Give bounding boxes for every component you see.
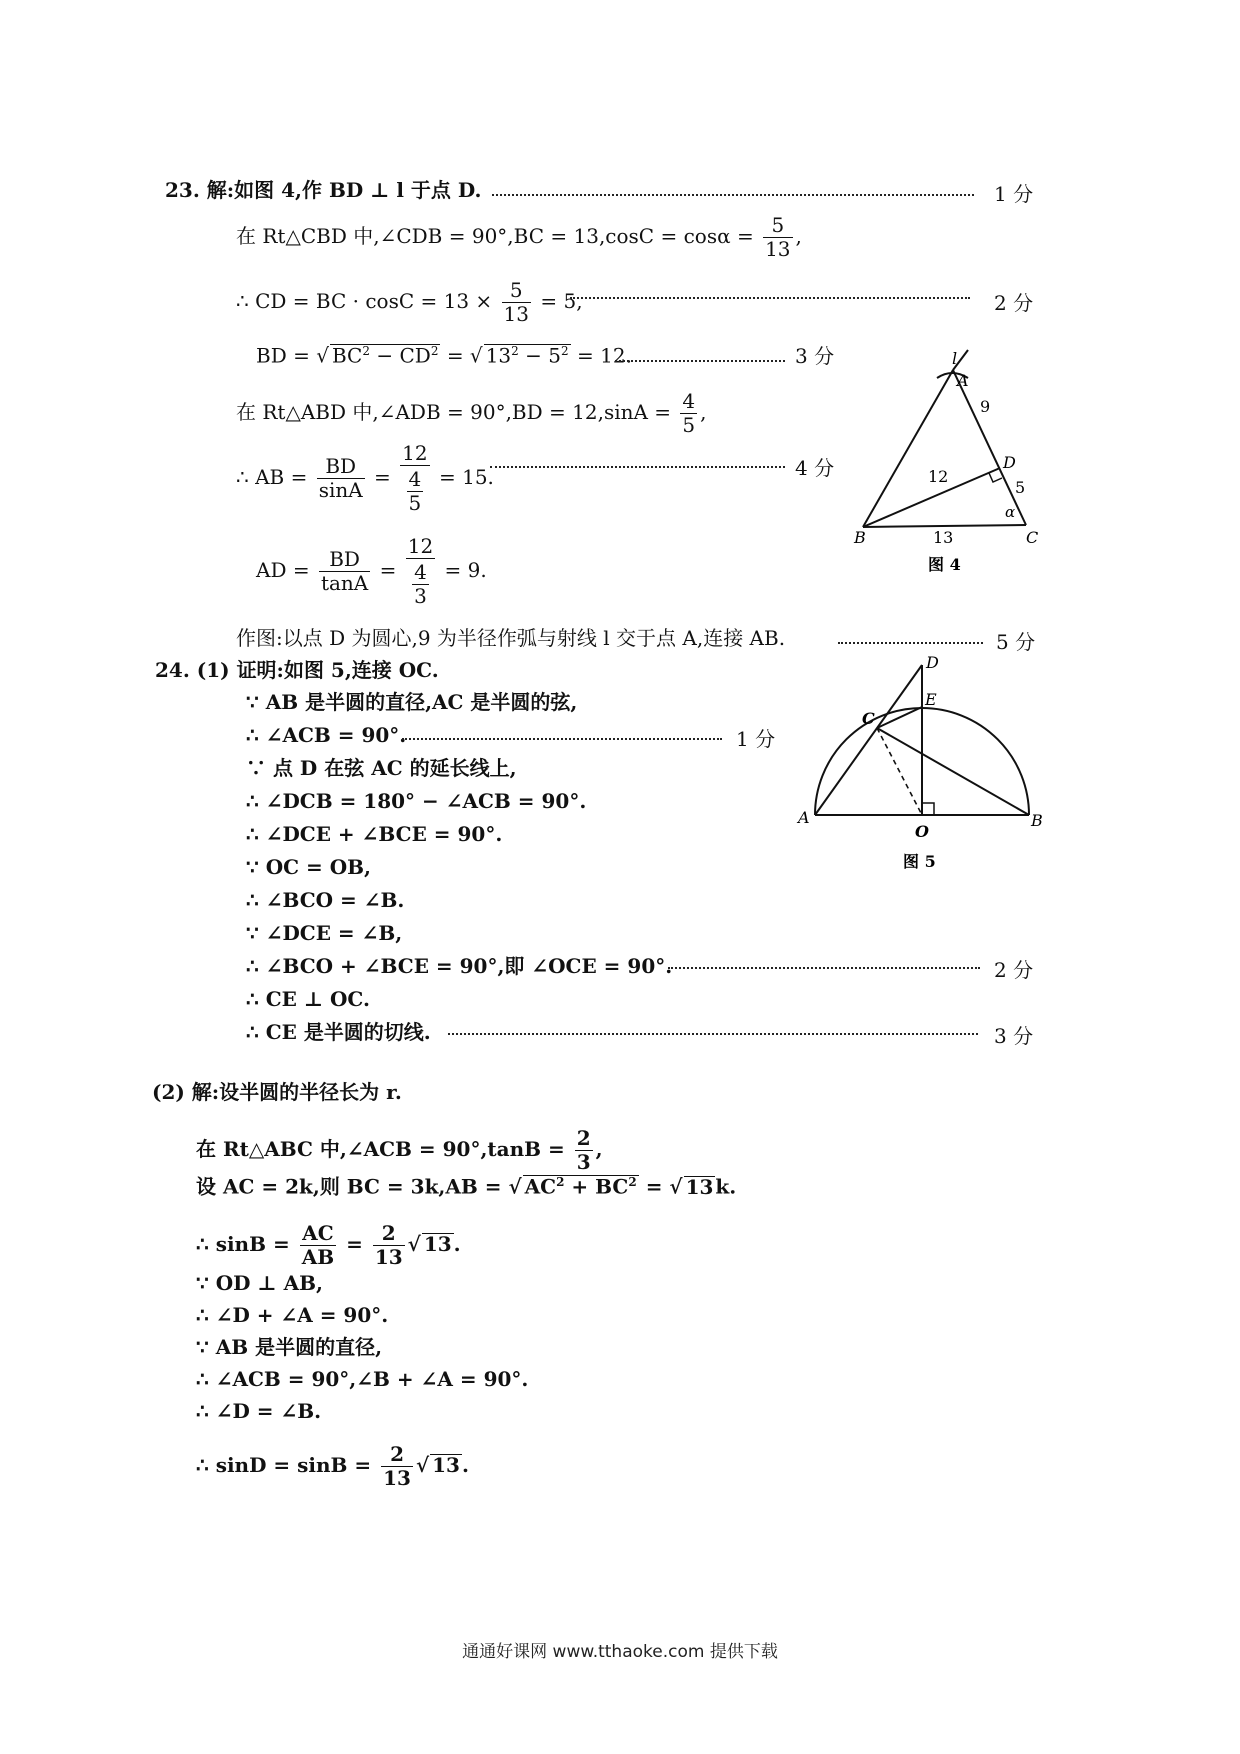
- score-label: 3 分: [795, 344, 835, 368]
- q24-proof-line: ∴ ∠BCO + ∠BCE = 90°,即 ∠OCE = 90°.: [246, 954, 673, 978]
- right-angle-mark: [989, 473, 1002, 482]
- text: 在 Rt△CBD 中,∠CDB = 90°,BC = 13,cosC = cosα =: [236, 224, 754, 248]
- q24-proof-line: ∴ CE 是半圆的切线.: [246, 1020, 431, 1044]
- score-label: 1 分: [994, 182, 1034, 206]
- q23-line-bd: BD = √ $BC^2 - CD^2$ = √ $13^2 - 5^2 = 12$.: [256, 343, 632, 368]
- q24-part2-line: ∴ sinB = $\frac{AC}{AB}$ = $\frac{2}{13}$ √ 13 .: [196, 1221, 461, 1269]
- q24-proof-line: ∵ OC = OB,: [246, 855, 371, 879]
- q24-part2-heading: (2) 解:设半圆的半径长为 r.: [152, 1080, 402, 1104]
- label-e: E: [925, 690, 937, 709]
- q24-part2-line: ∵ OD ⊥ AB,: [196, 1271, 323, 1295]
- label-b: B: [854, 528, 866, 547]
- leader-dots: [490, 466, 785, 468]
- q24-proof-line: ∵ 点 D 在弦 AC 的延长线上,: [246, 756, 517, 780]
- score-label: 1 分: [736, 727, 776, 751]
- score-label: 4 分: [795, 456, 835, 480]
- label-13: 13: [933, 528, 954, 547]
- segment-ad: [815, 665, 922, 815]
- figure-caption: 图 5: [903, 852, 936, 871]
- fraction: $\frac{5}{13}$: [503, 278, 529, 326]
- fraction: $\frac{2}{13}$: [383, 1442, 411, 1490]
- label-b: B: [1031, 811, 1043, 830]
- q24-proof-line: ∴ ∠BCO = ∠B.: [246, 888, 405, 912]
- q24-part2-line: 在 Rt△ABC 中,∠ACB = 90°,tanB = $\frac{2}{3}$ ,: [196, 1126, 603, 1174]
- q24-proof-line: ∵ AB 是半圆的直径,AC 是半圆的弦,: [246, 690, 578, 714]
- q23-heading: 23. 解:如图 4,作 BD ⊥ l 于点 D.: [165, 178, 482, 202]
- figure-5: [795, 650, 1055, 880]
- leader-dots: [838, 642, 983, 644]
- leader-dots: [570, 297, 970, 299]
- label-c: C: [1026, 528, 1039, 547]
- q23-line-ad: AD = $\frac{BD}{\tan A}$ = $\frac{12}{\frac{4}{3}}$ = 9.: [256, 534, 487, 608]
- fraction: $\frac{BD}{\sin A}$: [318, 454, 363, 502]
- figure-4: [840, 340, 1060, 580]
- leader-dots: [402, 738, 722, 740]
- q23-line-ab: ∴ AB = $\frac{BD}{\sin A}$ = $\frac{12}{\frac{4}{5}}$ = 15.: [236, 441, 494, 515]
- label-9: 9: [980, 397, 991, 416]
- fraction: $\frac{AC}{AB}$: [301, 1221, 335, 1269]
- q23-construction: 作图:以点 D 为圆心,9 为半径作弧与射线 l 交于点 A,连接 AB.: [236, 626, 786, 650]
- label-12: 12: [928, 467, 949, 486]
- label-c: C: [862, 709, 875, 728]
- q24-proof-line: ∴ ∠DCB = 180° − ∠ACB = 90°.: [246, 789, 587, 813]
- q24-part2-line: ∵ AB 是半圆的直径,: [196, 1335, 383, 1359]
- fraction: $\frac{BD}{\tan A}$: [320, 547, 369, 595]
- label-d: D: [1003, 453, 1016, 472]
- q24-proof-line: ∴ CE ⊥ OC.: [246, 987, 370, 1011]
- score-label: 2 分: [994, 958, 1034, 982]
- score-label: 3 分: [994, 1024, 1034, 1048]
- label-alpha: α: [1005, 503, 1016, 521]
- compound-fraction: $\frac{12}{\frac{4}{3}}$: [407, 534, 434, 608]
- label-a: A: [957, 371, 969, 390]
- leader-dots: [668, 967, 980, 969]
- figure-caption: 图 4: [928, 555, 961, 574]
- q24-part2-line: ∴ ∠D + ∠A = 90°.: [196, 1303, 389, 1327]
- label-l: l: [952, 349, 958, 368]
- fraction: $\frac{4}{5}$: [682, 389, 696, 437]
- segment-ab: [863, 370, 953, 527]
- label-5: 5: [1015, 478, 1026, 497]
- score-label: 2 分: [994, 291, 1034, 315]
- q24-part2-line: ∴ sinD = sinB = $\frac{2}{13}$ √ 13 .: [196, 1442, 469, 1490]
- label-a: A: [798, 808, 810, 827]
- fraction: $\frac{5}{13}$: [765, 213, 791, 261]
- q24-heading: 24. (1) 证明:如图 5,连接 OC.: [155, 658, 439, 682]
- fraction: $\frac{2}{3}$: [576, 1126, 591, 1174]
- segment-ac: [953, 370, 1026, 525]
- segment-bc: [863, 525, 1026, 527]
- q24-proof-line: ∴ ∠DCE + ∠BCE = 90°.: [246, 822, 503, 846]
- leader-dots: [492, 194, 974, 196]
- q23-line-cd: ∴ CD = BC · cosC = 13 × $\frac{5}{13}$ = 5,: [236, 278, 583, 326]
- q23-line-abd: 在 Rt△ABD 中,∠ADB = 90°,BD = 12,sinA = $\frac{4}{5}$ ,: [236, 389, 707, 437]
- score-label: 5 分: [996, 630, 1036, 654]
- q23-line-cbd: 在 Rt△CBD 中,∠CDB = 90°,BC = 13,cosC = cosα = $\frac{5}{13}$ ,: [236, 213, 802, 261]
- q24-proof-line: ∵ ∠DCE = ∠B,: [246, 921, 403, 945]
- compound-fraction: $\frac{12}{\frac{4}{5}}$: [402, 441, 428, 515]
- q24-part2-line: 设 AC = 2k,则 BC = 3k,AB = √ $AC^2 + BC^2$ = √ 13 k.: [196, 1174, 737, 1199]
- q24-part2-line: ∴ ∠ACB = 90°,∠B + ∠A = 90°.: [196, 1367, 529, 1391]
- label-o: O: [915, 822, 929, 841]
- q24-proof-line: ∴ ∠ACB = 90°.: [246, 723, 407, 747]
- q24-part2-line: ∴ ∠D = ∠B.: [196, 1399, 322, 1423]
- leader-dots: [615, 360, 785, 362]
- label-d: D: [926, 653, 939, 672]
- page-footer: 通通好课网 www.tthaoke.com 提供下载: [462, 1642, 778, 1662]
- leader-dots: [448, 1033, 978, 1035]
- fraction: $\frac{2}{13}$: [374, 1221, 403, 1269]
- right-angle-mark: [922, 803, 934, 815]
